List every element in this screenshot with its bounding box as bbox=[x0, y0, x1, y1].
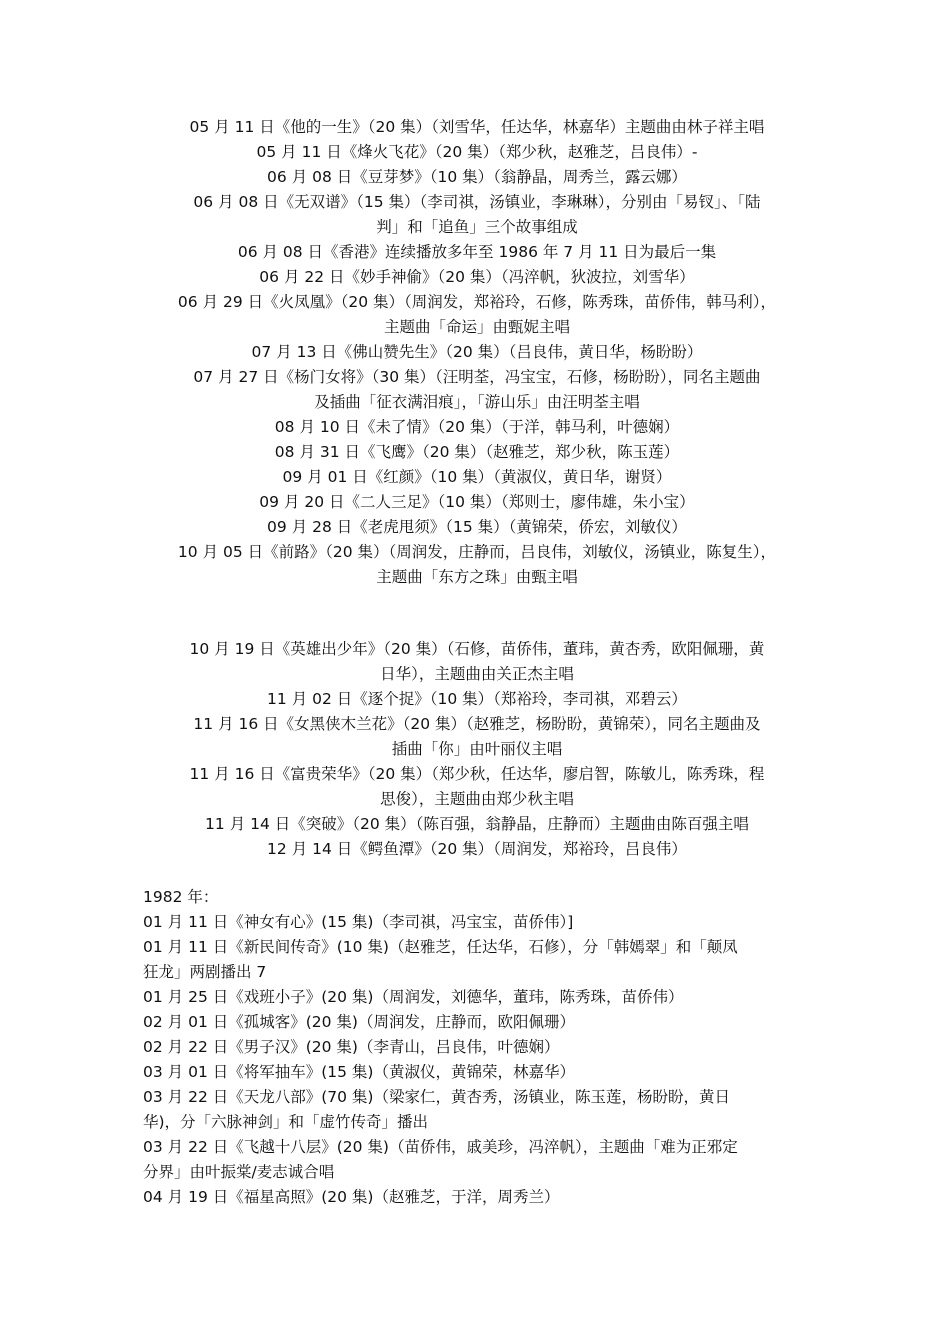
blank-space bbox=[143, 590, 811, 637]
text-line: 插曲「你」由叶丽仪主唱 bbox=[391, 740, 563, 758]
text-line: 01 月 11 日《新民间传奇》(10 集)（赵雅芝，任达华，石修），分「韩嫣翠」和「颠凤 bbox=[143, 938, 738, 956]
text-line: 06 月 08 日《香港》连续播放多年至 1986 年 7 月 11 日为最后一集 bbox=[237, 243, 717, 261]
text-line: 06 月 08 日《豆芽梦》（10 集）（翁静晶，周秀兰，露云娜） bbox=[267, 168, 687, 186]
text-line: 09 月 28 日《老虎甩须》（15 集）（黄锦荣，侨宏，刘敏仪） bbox=[267, 518, 687, 536]
text-line: 判」和「追鱼」三个故事组成 bbox=[376, 218, 578, 236]
centered-section-1 bbox=[143, 115, 811, 590]
text-line: 06 月 22 日《妙手神偷》（20 集）（冯淬帆，狄波拉，刘雪华） bbox=[259, 268, 695, 286]
text-line: 09 月 20 日《二人三足》（10 集）（郑则士，廖伟雄，朱小宝） bbox=[259, 493, 695, 511]
text-line: 02 月 22 日《男子汉》(20 集)（李青山，吕良伟，叶德娴） bbox=[143, 1038, 560, 1056]
text-line: 06 月 08 日《无双谱》（15 集）（李司祺，汤镇业，李琳琳），分别由「易钗」、「陆 bbox=[193, 193, 761, 211]
text-line: 05 月 11 日《他的一生》（20 集）（刘雪华，任达华，林嘉华）主题曲由林子祥主唱 bbox=[189, 118, 765, 136]
text-line: 09 月 01 日《红颜》（10 集）（黄淑仪，黄日华，谢贤） bbox=[282, 468, 672, 486]
blank-space bbox=[143, 862, 811, 885]
text-line: 11 月 02 日《逐个捉》（10 集）（郑裕玲，李司祺，邓碧云） bbox=[267, 690, 687, 708]
text-line: 思俊），主题曲由郑少秋主唱 bbox=[380, 790, 574, 808]
text-line: 11 月 16 日《富贵荣华》（20 集）（郑少秋，任达华，廖启智，陈敏儿，陈秀珠，程 bbox=[189, 765, 765, 783]
text-line: 10 月 19 日《英雄出少年》（20 集）（石修，苗侨伟，董玮，黄杏秀，欧阳佩珊，黄 bbox=[189, 640, 765, 658]
text-line: 08 月 31 日《飞鹰》（20 集）（赵雅芝，郑少秋，陈玉莲） bbox=[274, 443, 680, 461]
text-line: 主题曲「命运」由甄妮主唱 bbox=[383, 318, 570, 336]
text-line: 02 月 01 日《孤城客》(20 集)（周润发，庄静而，欧阳佩珊） bbox=[143, 1013, 575, 1031]
text-line: 07 月 27 日《杨门女将》（30 集）（汪明荃，冯宝宝，石修，杨盼盼），同名主题曲 bbox=[193, 368, 761, 386]
text-line: 主题曲「东方之珠」由甄主唱 bbox=[376, 568, 578, 586]
document-body bbox=[143, 115, 811, 1210]
text-line: 05 月 11 日《烽火飞花》（20 集）（郑少秋，赵雅芝，吕良伟）- bbox=[256, 143, 698, 161]
year-heading: 1982 年： bbox=[143, 888, 219, 906]
text-line: 11 月 16 日《女黑侠木兰花》（20 集）（赵雅芝，杨盼盼，黄锦荣），同名主题曲及 bbox=[193, 715, 761, 733]
text-line: 及插曲「征衣满泪痕」，「游山乐」由汪明荃主唱 bbox=[314, 393, 640, 411]
text-line: 07 月 13 日《佛山赞先生》（20 集）（吕良伟，黄日华，杨盼盼） bbox=[251, 343, 703, 361]
text-line: 03 月 22 日《飞越十八层》(20 集)（苗侨伟，戚美珍，冯淬帆），主题曲「难为正邪定 bbox=[143, 1138, 738, 1156]
text-line: 03 月 22 日《天龙八部》(70 集)（梁家仁，黄杏秀，汤镇业，陈玉莲，杨盼盼，黄日 bbox=[143, 1088, 730, 1106]
text-line: 12 月 14 日《鳄鱼潭》（20 集）（周润发，郑裕玲，吕良伟） bbox=[267, 840, 687, 858]
text-line: 01 月 11 日《神女有心》(15 集)（李司祺，冯宝宝，苗侨伟）] bbox=[143, 913, 574, 931]
text-line: 03 月 01 日《将军抽车》(15 集)（黄淑仪，黄锦荣，林嘉华） bbox=[143, 1063, 575, 1081]
text-line: 华)，分「六脉神剑」和「虚竹传奇」播出 bbox=[143, 1113, 429, 1131]
text-line: 狂龙」两剧播出 7 bbox=[143, 963, 267, 981]
text-line: 08 月 10 日《未了情》（20 集）（于洋，韩马利，叶德娴） bbox=[274, 418, 680, 436]
text-line: 11 月 14 日《突破》（20 集）（陈百强，翁静晶，庄静而）主题曲由陈百强主唱 bbox=[205, 815, 749, 833]
text-line: 分界」由叶振棠/麦志诚合唱 bbox=[143, 1163, 335, 1181]
text-line: 06 月 29 日《火凤凰》（20 集）（周润发，郑裕玲，石修，陈秀珠，苗侨伟，韩马利）， bbox=[177, 293, 777, 311]
text-line: 10 月 05 日《前路》（20 集）（周润发，庄静而，吕良伟，刘敏仪，汤镇业，陈复生）， bbox=[177, 543, 777, 561]
text-line: 01 月 25 日《戏班小子》(20 集)（周润发，刘德华，董玮，陈秀珠，苗侨伟） bbox=[143, 988, 684, 1006]
left-section-1982 bbox=[143, 885, 811, 1210]
centered-section-2 bbox=[143, 637, 811, 862]
text-line: 日华），主题曲由关正杰主唱 bbox=[380, 665, 574, 683]
text-line: 04 月 19 日《福星高照》(20 集)（赵雅芝，于洋，周秀兰） bbox=[143, 1188, 560, 1206]
